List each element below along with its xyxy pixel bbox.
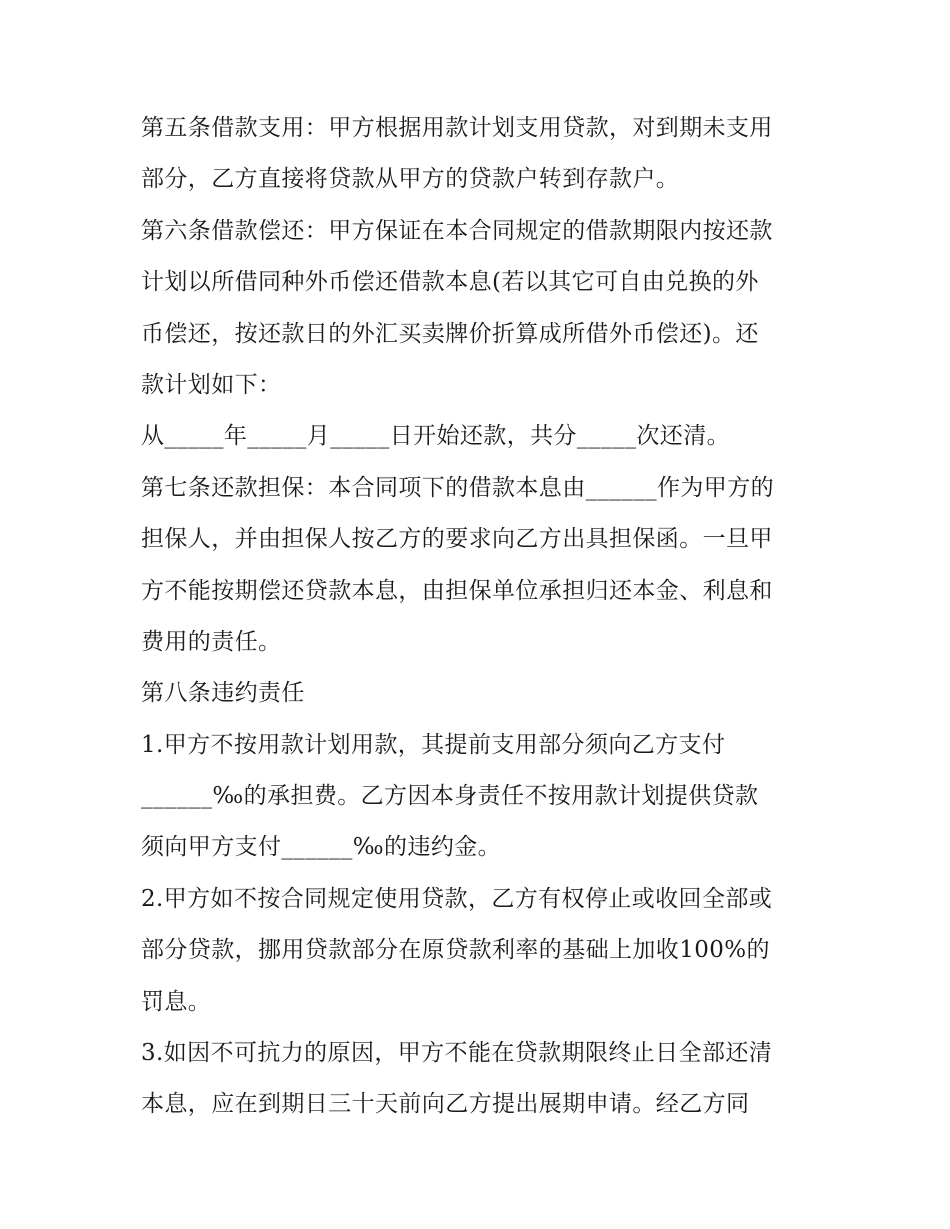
clause-8-item-2-line-1: 2.甲方如不按合同规定使用贷款，乙方有权停止或收回全部或 [141,885,773,912]
clause-7-line-2: 担保人，并由担保人按乙方的要求向乙方出具担保函。一旦甲 [141,526,773,553]
clause-6-line-1: 第六条借款偿还：甲方保证在本合同规定的借款期限内按还款 [141,217,773,244]
clause-8-heading: 第八条违约责任 [141,680,305,707]
clause-5-line-1: 第五条借款支用：甲方根据用款计划支用贷款，对到期未支用 [141,115,773,141]
document-body [141,103,816,1131]
clause-8-item-3-line-1: 3.如因不可抗力的原因，甲方不能在贷款期限终止日全部还清 [141,1040,773,1067]
clause-6-line-2: 计划以所借同种外币偿还借款本息(若以其它可自由兑换的外 [141,269,759,296]
clause-6-line-4: 款计划如下： [141,371,282,398]
clause-8-item-1-line-2: ______‰的承担费。乙方因本身责任不按用款计划提供贷款 [141,783,759,810]
clause-6-line-3: 币偿还，按还款日的外汇买卖牌价折算成所借外币偿还)。还 [141,320,759,347]
clause-8-item-2-line-3: 罚息。 [141,988,212,1015]
clause-8-item-2-line-2: 部分贷款，挪用贷款部分在原贷款利率的基础上加收100%的 [141,937,770,964]
clause-7-line-4: 费用的责任。 [141,628,282,655]
repayment-schedule-line: 从_____年_____月_____日开始还款，共分_____次还清。 [141,423,730,450]
clause-5-line-2: 部分，乙方直接将贷款从甲方的贷款户转到存款户。 [141,166,680,193]
clause-8-item-1-line-3: 须向甲方支付______‰的违约金。 [141,834,502,861]
clause-8-item-1-line-1: 1.甲方不按用款计划用款，其提前支用部分须向乙方支付 [141,731,726,758]
clause-7-line-1: 第七条还款担保：本合同项下的借款本息由______作为甲方的 [141,474,774,501]
clause-8-item-3-line-2: 本息，应在到期日三十天前向乙方提出展期申请。经乙方同 [141,1091,750,1118]
clause-7-line-3: 方不能按期偿还贷款本息，由担保单位承担归还本金、利息和 [141,577,773,604]
